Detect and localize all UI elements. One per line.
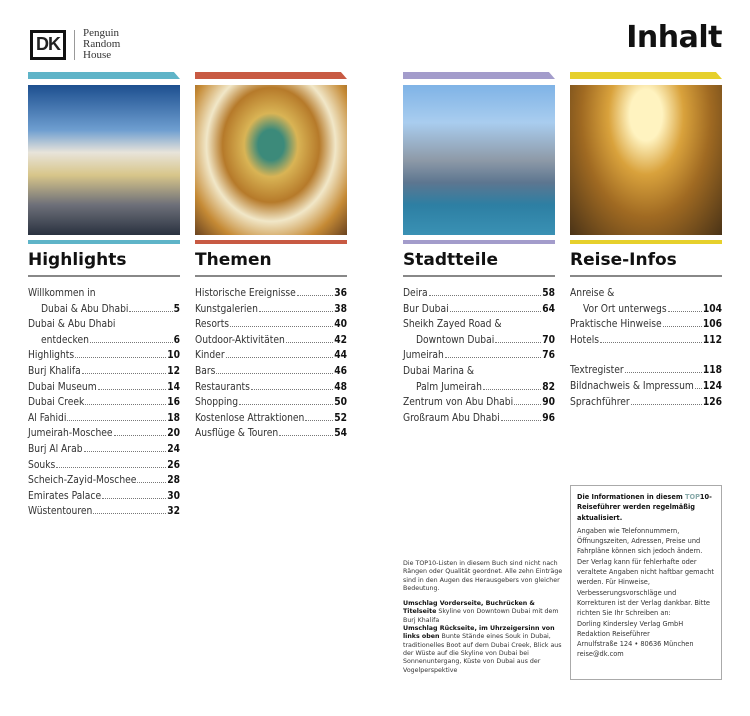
entry-title: Jumeirah-Moschee — [28, 428, 113, 440]
color-rule — [403, 240, 555, 244]
dot-leader — [445, 357, 541, 358]
toc-entry[interactable] — [28, 504, 180, 520]
dot-leader — [495, 342, 541, 343]
page-number: 58 — [542, 288, 555, 299]
prh-logo — [83, 28, 120, 61]
page-number: 96 — [542, 412, 555, 424]
dot-leader — [668, 311, 702, 312]
dot-leader — [84, 451, 167, 452]
entry-title: Deira — [403, 288, 428, 299]
page-number: 12 — [167, 365, 180, 377]
toc-entry[interactable] — [195, 302, 347, 318]
entry-title: Emirates Palace — [28, 490, 102, 502]
page-number: 40 — [334, 319, 347, 331]
toc-entry[interactable] — [28, 458, 180, 474]
toc-entry[interactable] — [570, 363, 722, 379]
entry-title: Hotels — [570, 334, 600, 346]
entry-title: Ausflüge & Touren — [195, 428, 279, 440]
entry-title: Shopping — [195, 397, 239, 409]
color-bar — [570, 72, 722, 79]
toc-entry[interactable] — [28, 380, 180, 396]
toc-entry[interactable] — [195, 333, 347, 349]
dot-leader — [279, 435, 333, 436]
section-heading: Reise-Infos — [570, 250, 722, 277]
dot-leader — [631, 404, 702, 405]
page-number: 124 — [702, 380, 722, 392]
page-number: 112 — [702, 334, 722, 346]
color-bar — [403, 72, 555, 79]
dk-logo: DK — [30, 30, 66, 60]
entry-title: Dubai Museum — [28, 381, 97, 393]
entry-title: Dubai Creek — [28, 397, 85, 409]
entry-title: Highlights — [28, 350, 75, 362]
toc-entry[interactable] — [570, 333, 722, 349]
toc-entry[interactable] — [28, 317, 180, 348]
entry-title: Kinder — [195, 350, 225, 362]
heading-part: 10-Reiseführer werden regelmäßig aktualisiert. — [577, 493, 712, 522]
dot-leader — [82, 373, 167, 374]
toc-entry[interactable] — [195, 411, 347, 427]
toc-entry[interactable] — [195, 380, 347, 396]
entry-title: Palm Jumeirah — [416, 381, 482, 393]
page-number: 106 — [702, 319, 722, 331]
page-number: 46 — [334, 365, 347, 377]
toc-entry[interactable] — [28, 286, 180, 317]
info-box-heading — [577, 492, 715, 523]
dot-leader — [216, 373, 333, 374]
logo-line: Penguin — [83, 27, 120, 39]
dot-leader — [56, 467, 166, 468]
address-line: Redaktion Reiseführer — [577, 629, 650, 638]
entry-title: Zentrum von Abu Dhabi — [403, 397, 514, 409]
entry-title: Burj Khalifa — [28, 365, 81, 377]
page-number: 54 — [334, 428, 347, 440]
entry-title: Sprachführer — [570, 396, 630, 408]
toc-section-highlights — [28, 72, 180, 520]
entry-title: Dubai & Abu Dhabi — [41, 303, 129, 315]
logo-line: House — [83, 49, 112, 61]
page-number: 38 — [334, 303, 347, 315]
dot-leader — [90, 342, 173, 343]
page-number: 16 — [167, 397, 180, 409]
logo-divider — [74, 30, 75, 60]
dot-leader — [75, 357, 166, 358]
dot-leader — [102, 498, 166, 499]
entry-title: Restaurants — [195, 381, 250, 393]
info-box — [570, 485, 722, 680]
dot-leader — [259, 311, 333, 312]
color-bar — [195, 72, 347, 79]
logo-line: Random — [83, 38, 121, 50]
page-number: 6 — [173, 334, 180, 346]
toc-entry[interactable] — [195, 317, 347, 333]
info-box-body: Angaben wie Telefonnummern, Öffnungszeiten, Adressen, Preise und Fahrpläne können sich jedoch ändern. Der Verlag kann für fehlerhafte oder veraltete Angaben nicht haftbar gemacht werden. Für Hinweise, Verbesserungsvorschläge und Korrekturen ist der Verlag dankbar. Bitte richten Sie Ihr Schreiben an: — [577, 526, 714, 618]
page-number: 5 — [173, 303, 180, 315]
entry-title: Outdoor-Aktivitäten — [195, 334, 285, 346]
toc-entry[interactable] — [28, 442, 180, 458]
toc-entry[interactable] — [403, 348, 555, 364]
note-text — [403, 560, 563, 675]
toc-entry[interactable] — [195, 364, 347, 380]
section-heading: Themen — [195, 250, 347, 277]
dot-leader — [85, 404, 166, 405]
toc-entry[interactable] — [403, 286, 555, 302]
dot-leader — [230, 326, 333, 327]
page-number: 52 — [334, 412, 347, 424]
toc-section-reise-infos — [570, 72, 722, 410]
toc-entry[interactable] — [570, 286, 722, 317]
page-number: 32 — [167, 506, 180, 518]
entry-title: Downtown Dubai — [416, 334, 495, 346]
entry-title: Großraum Abu Dhabi — [403, 412, 500, 424]
top10-note: Die TOP10-Listen in diesem Buch sind nicht nach Rängen oder Qualität geordnet. Alle zehn Einträge sind in den Augen des Herausgebers von gleicher Bedeutung. — [403, 560, 563, 592]
section-photo — [403, 85, 555, 235]
heading-part: TOP — [684, 493, 700, 501]
toc-entry[interactable] — [28, 348, 180, 364]
dot-leader — [695, 388, 702, 389]
dot-leader — [286, 342, 333, 343]
address-line: Arnulfstraße 124 • 80636 München — [577, 640, 694, 649]
credit-text: Bunte Stände eines Souk in Dubai, traditionelles Boot auf dem Dubai Creek, Blick aus der Wüste auf die Skyline von Dubai bei Sonnenuntergang, Küste von Dubai aus der Vogelperspektive — [403, 633, 562, 674]
section-photo — [570, 85, 722, 235]
entry-title: Textregister — [570, 365, 624, 377]
page-number: 10 — [167, 350, 180, 362]
color-rule — [570, 240, 722, 244]
entry-title: Burj Al Arab — [28, 443, 83, 455]
toc-entry[interactable] — [403, 364, 555, 395]
dot-leader — [239, 404, 333, 405]
section-heading: Stadtteile — [403, 250, 555, 277]
heading-part: Die Informationen in diesem — [577, 493, 685, 501]
dot-leader — [663, 326, 702, 327]
color-rule — [195, 240, 347, 244]
dot-leader — [67, 420, 166, 421]
page-number: 42 — [334, 334, 347, 346]
entry-title-line: Dubai & Abu Dhabi — [28, 319, 116, 331]
publisher-logo — [30, 28, 120, 61]
page-number: 64 — [542, 303, 555, 315]
toc-entry[interactable] — [570, 379, 722, 395]
toc-entry[interactable] — [28, 426, 180, 442]
page-title: Inhalt — [626, 20, 722, 55]
toc-section-stadtteile — [403, 72, 555, 426]
dot-leader — [429, 295, 542, 296]
toc-entry[interactable] — [195, 348, 347, 364]
entry-title-line: Willkommen in — [28, 288, 96, 299]
toc-entry[interactable] — [403, 302, 555, 318]
toc-entry[interactable] — [195, 395, 347, 411]
dot-leader — [483, 389, 541, 390]
page-number: 70 — [542, 334, 555, 346]
dot-leader — [137, 482, 166, 483]
toc-entry[interactable] — [28, 364, 180, 380]
dot-leader — [305, 420, 333, 421]
dot-leader — [98, 389, 167, 390]
page-number: 50 — [334, 397, 347, 409]
page-number: 76 — [542, 350, 555, 362]
page-number: 28 — [167, 475, 180, 487]
page-number: 24 — [167, 443, 180, 455]
section-photo — [28, 85, 180, 235]
entry-title: Vor Ort unterwegs — [583, 303, 667, 315]
toc-entry[interactable] — [28, 473, 180, 489]
dot-leader — [625, 372, 702, 373]
toc-entry[interactable] — [570, 317, 722, 333]
dot-leader — [114, 435, 167, 436]
credit-label: Umschlag Vorderseite, Buchrücken & Titelseite — [403, 600, 535, 616]
entry-title: Praktische Hinweise — [570, 319, 662, 331]
toc-entry[interactable] — [403, 317, 555, 348]
dot-leader — [226, 357, 334, 358]
toc-entry[interactable] — [403, 411, 555, 427]
page-number: 118 — [702, 365, 722, 377]
page-number: 20 — [167, 428, 180, 440]
toc-entry[interactable] — [195, 286, 347, 302]
entry-title-line: Dubai Marina & — [403, 365, 475, 377]
toc-entry[interactable] — [195, 426, 347, 442]
dot-leader — [450, 311, 542, 312]
entry-title: Jumeirah — [403, 350, 444, 362]
entry-title-line: Sheikh Zayed Road & — [403, 319, 502, 331]
page-number: 48 — [334, 381, 347, 393]
cover-credits — [403, 600, 563, 675]
page-number: 90 — [542, 397, 555, 409]
dot-leader — [600, 342, 702, 343]
entry-title: Resorts — [195, 319, 230, 331]
entry-title-line: Anreise & — [570, 288, 615, 299]
section-heading: Highlights — [28, 250, 180, 277]
entry-title: Bildnachweis & Impressum — [570, 380, 694, 392]
entry-title: Historische Ereignisse — [195, 288, 296, 299]
entry-title: entdecken — [41, 334, 89, 346]
entry-title: Bars — [195, 365, 216, 377]
credit-text: Skyline von Downtown Dubai mit dem Burj Khalifa — [403, 608, 559, 624]
dot-leader — [129, 311, 172, 312]
entry-title: Bur Dubai — [403, 303, 449, 315]
entry-title: Souks — [28, 459, 56, 471]
page-number: 14 — [167, 381, 180, 393]
dot-leader — [297, 295, 333, 296]
page-number: 104 — [702, 303, 722, 315]
page-number: 126 — [702, 396, 722, 408]
page-number: 30 — [167, 490, 180, 502]
color-rule — [28, 240, 180, 244]
toc-section-themen — [195, 72, 347, 442]
entry-title: Kostenlose Attraktionen — [195, 412, 305, 424]
page-number: 26 — [167, 459, 180, 471]
dot-leader — [501, 420, 542, 421]
credit-label: Umschlag Rückseite, im Uhrzeigersinn von links oben — [403, 625, 555, 641]
entry-title: Wüstentouren — [28, 506, 93, 518]
toc-entry[interactable] — [28, 411, 180, 427]
dot-leader — [514, 404, 541, 405]
toc-entry[interactable] — [28, 395, 180, 411]
color-bar — [28, 72, 180, 79]
toc-entry[interactable] — [28, 489, 180, 505]
spacer — [570, 348, 722, 363]
page-number: 18 — [167, 412, 180, 424]
page-number: 36 — [334, 288, 347, 299]
dot-leader — [251, 389, 333, 390]
entry-title: Al Fahidi — [28, 412, 67, 424]
dot-leader — [93, 513, 166, 514]
address-line: Dorling Kindersley Verlag GmbH — [577, 619, 684, 628]
toc-entry[interactable] — [403, 395, 555, 411]
entry-title: Scheich-Zayid-Moschee — [28, 475, 137, 487]
section-photo — [195, 85, 347, 235]
page-number: 44 — [334, 350, 347, 362]
page-number: 82 — [542, 381, 555, 393]
entry-title: Kunstgalerien — [195, 303, 258, 315]
toc-entry[interactable] — [570, 395, 722, 411]
email-link[interactable]: reise@dk.com — [577, 650, 624, 659]
